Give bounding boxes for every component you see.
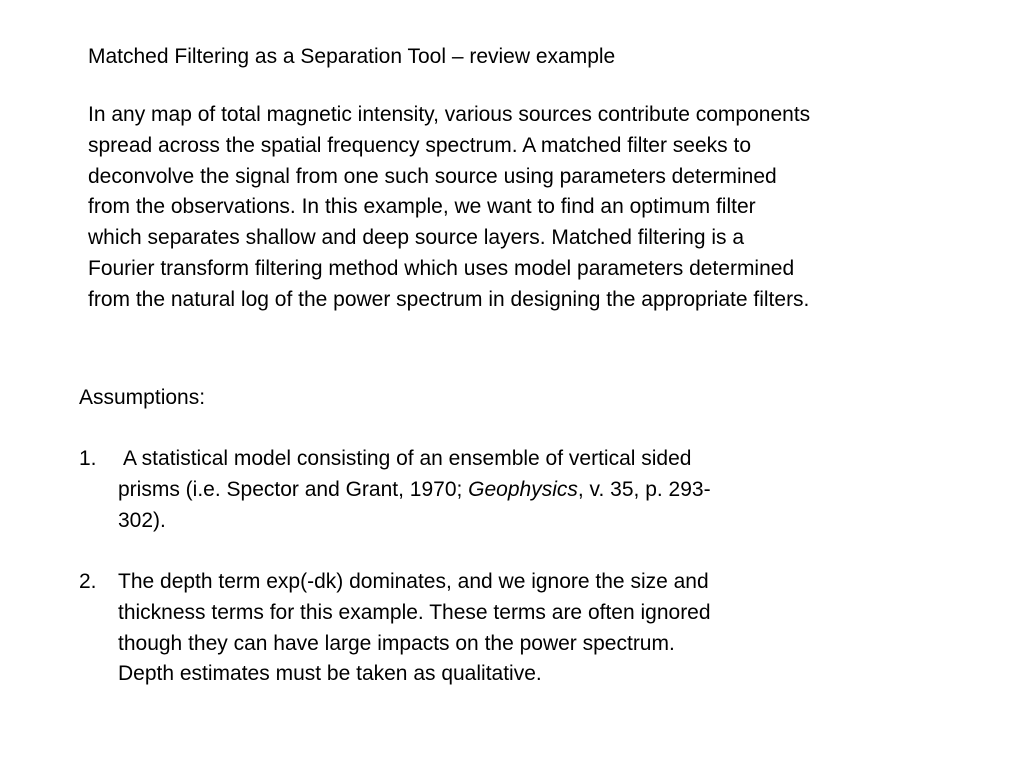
intro-line: deconvolve the signal from one such source using parameters determined [88, 164, 777, 188]
journal-name: Geophysics [468, 477, 578, 501]
assumptions-heading: Assumptions: [79, 386, 206, 409]
assumption-line: A statistical model consisting of an ensemble of vertical sided [123, 447, 692, 470]
intro-line: Fourier transform filtering method which uses model parameters determined [88, 256, 795, 280]
intro-line: from the observations. In this example, we want to find an optimum filter [88, 195, 756, 219]
assumption-line: thickness terms for this example. These terms are often ignored [118, 600, 711, 624]
assumption-text [118, 444, 918, 536]
slide-title: Matched Filtering as a Separation Tool – review example [88, 45, 616, 68]
intro-paragraph [88, 100, 988, 316]
assumption-line [118, 475, 918, 506]
citation-details: , v. 35, p. 293- [577, 477, 711, 501]
assumption-line: Depth estimates must be taken as qualitative. [118, 662, 542, 686]
assumption-line: The depth term exp(-dk) dominates, and we ignore the size and [118, 570, 709, 593]
assumption-text [118, 567, 918, 690]
intro-line: In any map of total magnetic intensity, various sources contribute components [88, 103, 811, 126]
citation-text: prisms (i.e. Spector and Grant, 1970; [118, 477, 469, 501]
intro-line: which separates shallow and deep source layers. Matched filtering is a [88, 226, 745, 250]
list-number: 2. [79, 570, 97, 593]
intro-line: from the natural log of the power spectrum in designing the appropriate filters. [88, 287, 810, 311]
list-number: 1. [79, 447, 97, 470]
intro-line: spread across the spatial frequency spectrum. A matched filter seeks to [88, 133, 751, 157]
assumption-line: 302). [118, 508, 166, 532]
assumption-line: though they can have large impacts on the power spectrum. [118, 631, 675, 655]
